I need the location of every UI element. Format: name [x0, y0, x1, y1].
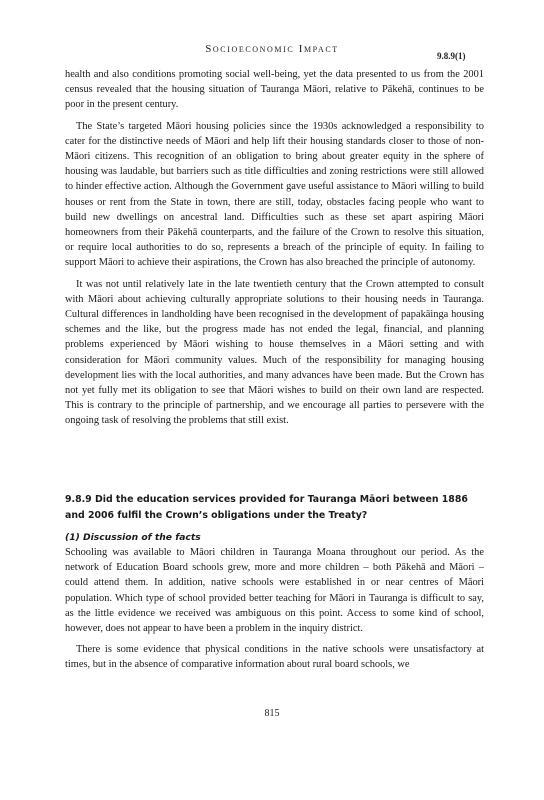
section-reference: 9.8.9(1) — [437, 51, 466, 61]
section-heading: 9.8.9 Did the education services provided for Tauranga Māori between 1886 and 2006 fulfil the Crown’s obligations under the Treaty? — [65, 494, 468, 521]
paragraph-3: It was not until relatively late in the late twentieth century that the Crown attempted to consult with Māori about achieving culturally appropriate solutions to their housing needs in Tauranga. Cultural differences in landholding have been recognised in the development of papakāinga housing schemes and the like, but the progress made has not ended the legal, financial, and planning problems experienced by Māori wishing to house themselves in a Māori setting and with consideration for Māori community values. Much of the responsibility for managing housing development lies with the local authorities, and many advances have been made. But the Crown has not yet fully met its obligation to see that Māori wishes to build on their own land are respected. This is contrary to the principle of partnership, and we encourage all parties to persevere with the ongoing task of resolving the problems that still exist. — [65, 278, 484, 427]
body-text-top — [65, 67, 484, 429]
paragraph-4: Schooling was available to Māori children in Tauranga Moana throughout our period. As the network of Education Board schools grew, more and more children – both Pākehā and Māori – could attend them. In addition, native schools were established in or near centres of Māori population. Which type of school provided better teaching for Māori in Tauranga is difficult to say, as the little evidence we received was ambiguous on this point. Access to some kind of school, however, does not appear to have been a problem in the inquiry district. — [65, 547, 484, 635]
body-text-bottom — [65, 545, 484, 673]
paragraph-5: There is some evidence that physical conditions in the native schools were unsatisfactory at times, but in the absence of comparative information about rural board schools, we — [65, 644, 484, 671]
page-number: 815 — [264, 708, 280, 719]
paragraph-2: The State’s targeted Māori housing policies since the 1930s acknowledged a responsibility to cater for the distinctive needs of Māori and help lift their housing standards closer to those of non-Māori citizens. This recognition of an obligation to bring about greater equity in the sphere of housing was laudable, but barriers such as title difficulties and zoning restrictions were still allowed to hinder effective action. Although the Government gave useful assistance to Māori willing to build houses or rent from the State in town, there are still, today, obstacles facing people who want to build new dwellings on ancestral land. Difficulties such as these set apart aspiring Māori homeowners from their Pākehā counterparts, and the failure of the Crown to resolve this situation, or require local authorities to do so, represents a breach of the principle of equity. In failing to support Māori to achieve their aspirations, the Crown has also breached the principle of autonomy. — [65, 120, 484, 269]
paragraph-1: health and also conditions promoting social well-being, yet the data presented to us from the 2001 census revealed that the housing situation of Tauranga Māori, relative to Pākehā, continues to be poor in the present century. — [65, 69, 484, 111]
subsection-heading: (1) Discussion of the facts — [65, 532, 201, 543]
running-head: Socioeconomic Impact — [205, 43, 339, 55]
